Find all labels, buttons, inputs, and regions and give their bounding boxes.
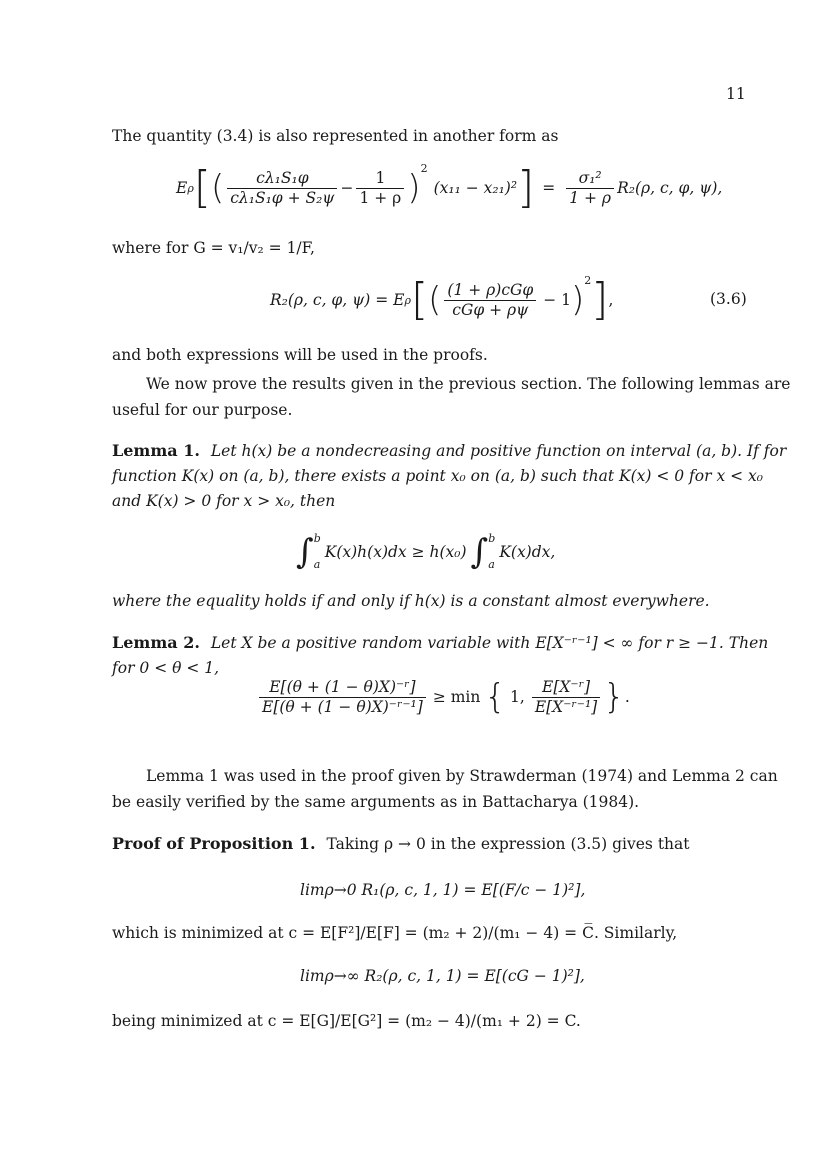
equation-3-6: R₂(ρ, c, φ, ψ) = E ρ [ ( $\frac{\text{(1 + ρ)cGφ}}{\text{cGφ + ρψ}}$ − 1 ) $^2$ ] , [270,274,614,325]
lemma-2-line-2: for 0 < θ < 1, [112,659,220,677]
eq1-fraction-3: $\frac{\text{σ₁²}}{1 + \rho}$ [566,169,614,208]
integral-right: ∫ b a [470,532,496,572]
integral-left-body: K(x)h(x)dx ≥ h(x₀) [324,543,467,561]
eq2-close-paren: ) [571,280,585,320]
limit-1: limρ→0 R₁(ρ, c, 1, 1) = E[(F/c − 1)²], [300,881,586,899]
lemma-1-heading: Lemma 1. [112,441,200,460]
eq4-min: ≥ min [432,688,481,706]
where-line: where for G = v₁/v₂ = 1/F, [112,239,315,257]
lemma-1-line-3: and K(x) > 0 for x > x₀, then [112,492,336,510]
lemma-1-line-1: Lemma 1. Let h(x) be a nondecreasing and positive function on interval (a, b). If for [112,441,787,460]
eq1-open-paren: ( [210,168,225,208]
eq4-fraction-2: $\frac{\text{E[X⁻ʳ]}}{\text{E[X⁻ʳ⁻¹]}}$ [532,678,600,717]
equation-integral [296,524,555,580]
prove-para-line-2: useful for our purpose. [112,401,293,419]
and-both-line: and both expressions will be used in the proofs. [112,346,488,364]
eq2-lhs: R₂(ρ, c, φ, ψ) = E [270,291,405,309]
proof-line: Proof of Proposition 1. Taking ρ → 0 in the expression (3.5) gives that [112,834,690,853]
proof-heading: Proof of Proposition 1. [112,834,316,853]
limit-2: limρ→∞ R₂(ρ, c, 1, 1) = E[(cG − 1)²], [300,967,585,985]
eq1-subscript: ρ [187,181,194,195]
eq2-tail: − 1 [543,291,572,309]
eq1-x-term: (x₁₁ − x₂₁)² [433,179,518,197]
integral-right-body: K(x)dx, [499,543,556,561]
lemma-2-line-1: Lemma 2. Let X be a positive random variable with E[X⁻ʳ⁻¹] < ∞ for r ≥ −1. Then [112,633,769,652]
eq1-expectation: E [176,179,188,197]
intro-line: The quantity (3.4) is also represented in another form as [112,127,559,145]
eq1-fraction-1: $\frac{\text{cλ₁S₁φ}}{\text{cλ₁S₁φ + S₂ψ}}$ [227,169,337,208]
eq2-open-bracket: [ [410,274,429,325]
eq1-close-bracket: ] [517,162,535,213]
equation-lemma-2: $\frac{\text{E[(θ + (1 − θ)X)⁻ʳ]}}{\text{E[(θ + (1 − θ)X)⁻ʳ⁻¹]}}$ ≥ min { 1, $\frac{\text{E[X⁻ʳ]}}{\text{E[X⁻ʳ⁻¹]}}$ } . [256,672,630,722]
eq1-minus: − [340,179,354,197]
lemma-para-line-2: be easily verified by the same arguments as in Battacharya (1984). [112,793,640,811]
lemma-2-heading: Lemma 2. [112,633,200,652]
integral-sign-icon: ∫ [296,532,314,572]
lemma-1-line-2: function K(x) on (a, b), there exists a point x₀ on (a, b) such that K(x) < 0 for x < x₀ [112,467,763,485]
equation-1: E ρ [ ( $\frac{\text{cλ₁S₁φ}}{\text{cλ₁S₁φ + S₂ψ}}$ − $\frac{1}{1 + \rho}$ ) $^2$ (x₁₁ − x₂₁)² ] = $\frac{\text{σ₁²}}{1 + \rho}$ R₂(ρ, c, φ, ψ), [176,162,723,213]
eq1-rhs: R₂(ρ, c, φ, ψ), [617,179,723,197]
integral-sign-icon: ∫ [470,532,489,572]
minimized-line-1: which is minimized at c = E[F²]/E[F] = (m₂ + 2)/(m₁ − 4) = C̅. Similarly, [112,924,678,942]
eq2-open-paren: ( [428,280,442,320]
prove-para-line-1: We now prove the results given in the previous section. The following lemmas are [146,375,791,393]
minimized-line-2: being minimized at c = E[G]/E[G²] = (m₂ − 4)/(m₁ + 2) = C. [112,1012,581,1030]
eq1-equals: = [542,179,556,197]
eq1-open-bracket: [ [193,162,211,213]
eq2-fraction: $\frac{\text{(1 + ρ)cGφ}}{\text{cGφ + ρψ}}$ [444,281,536,320]
eq1-fraction-2: $\frac{1}{1 + \rho}$ [356,169,404,208]
eq2-close-bracket: ] [591,274,609,325]
lemma-para-line-1: Lemma 1 was used in the proof given by Strawderman (1974) and Lemma 2 can [146,767,778,785]
page-number: 11 [726,85,746,103]
integral-left: ∫ b a [296,532,321,572]
lemma-1-equality: where the equality holds if and only if h(x) is a constant almost everywhere. [112,592,710,610]
eq4-fraction-1: $\frac{\text{E[(θ + (1 − θ)X)⁻ʳ]}}{\text{E[(θ + (1 − θ)X)⁻ʳ⁻¹]}}$ [259,678,426,717]
equation-number: (3.6) [710,290,747,308]
eq1-close-paren: ) [407,168,421,208]
